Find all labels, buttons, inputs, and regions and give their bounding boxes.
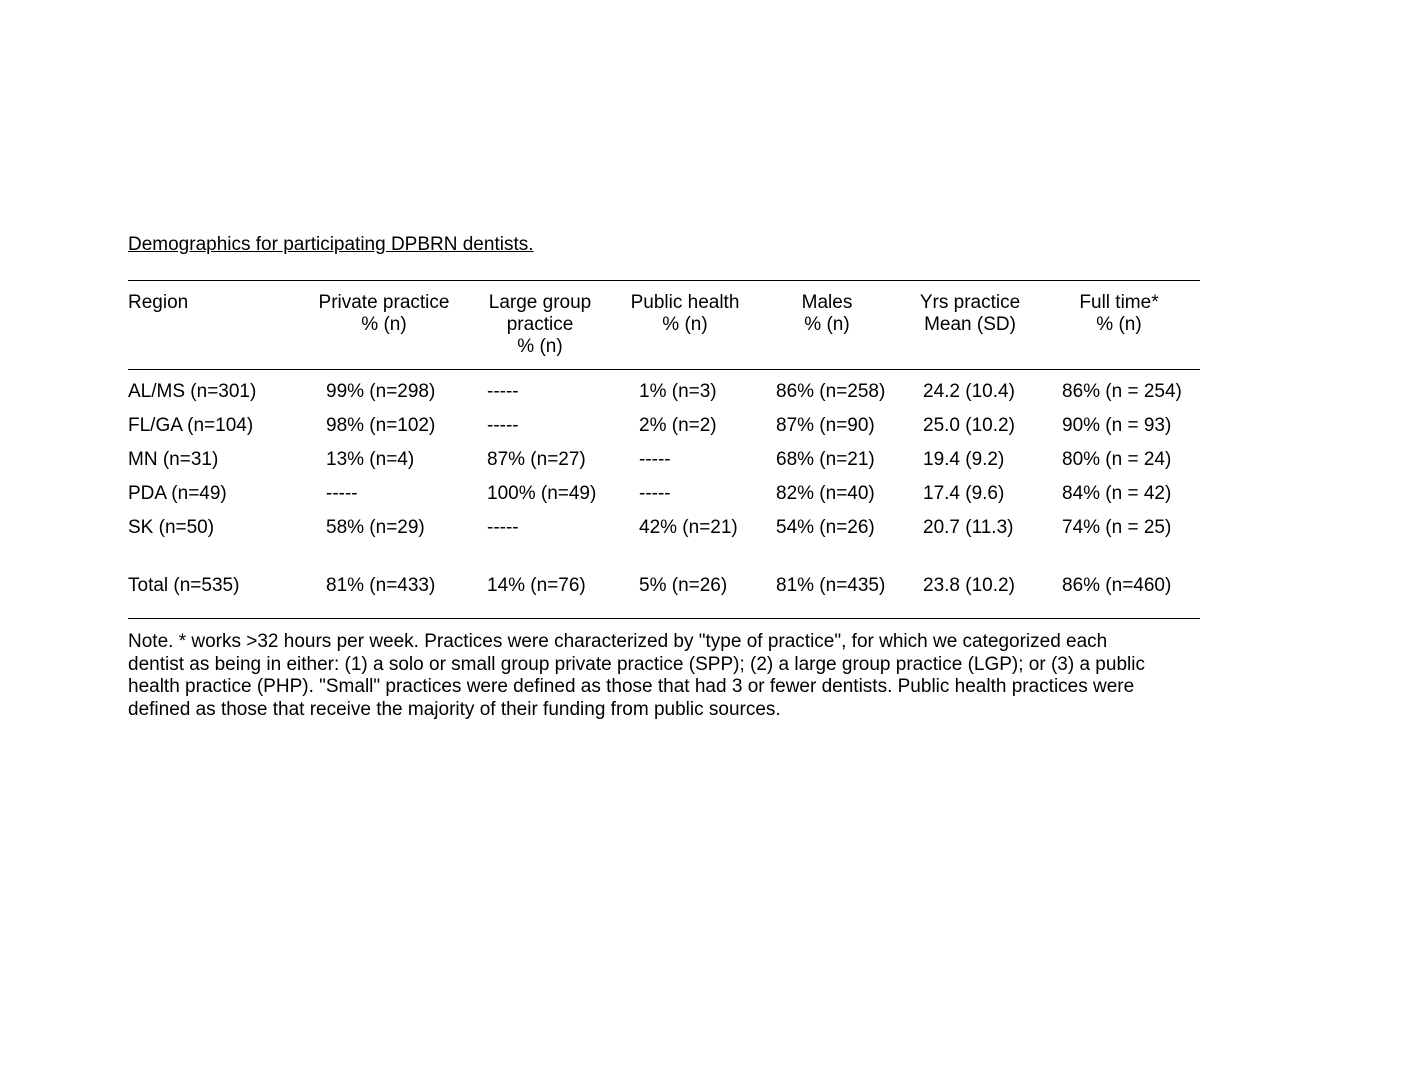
table-row-yrs-practice-cell: 20.7 (11.3) [923,517,1014,538]
table-row-private-practice-cell: ----- [326,483,358,504]
header-line: Public health [630,292,740,313]
header-line: practice [506,314,574,335]
header-line: Yrs practice [919,292,1021,313]
header-private-practice [319,292,450,336]
table-row-large-group-practice-cell: 87% (n=27) [487,449,586,470]
table-row-private-practice-cell: 98% (n=102) [326,415,436,436]
table-row-males-cell: 54% (n=26) [776,517,875,538]
table-row-large-group-practice-cell: 100% (n=49) [487,483,597,504]
header-line: Region [128,292,189,313]
total-row-large-group-practice-cell: 14% (n=76) [487,575,586,596]
total-row-full-time-cell: 86% (n=460) [1062,575,1172,596]
table-row-males-cell: 68% (n=21) [776,449,875,470]
total-row-private-practice-cell: 81% (n=433) [326,575,436,596]
table-row-yrs-practice-cell: 19.4 (9.2) [923,449,1005,470]
header-line: Mean (SD) [924,314,1016,335]
table-row-region-cell: SK (n=50) [128,517,215,538]
table-row-large-group-practice-cell: ----- [487,381,519,402]
header-region [128,292,188,314]
header-rule [128,369,1200,370]
table-row-public-health-cell: 2% (n=2) [639,415,717,436]
header-line: Males [801,292,853,313]
table-row-public-health-cell: 1% (n=3) [639,381,717,402]
table-row-public-health-cell: ----- [639,483,671,504]
table-row-private-practice-cell: 13% (n=4) [326,449,415,470]
table-row-region-cell: MN (n=31) [128,449,219,470]
table-row-public-health-cell: ----- [639,449,671,470]
table-row-yrs-practice-cell: 25.0 (10.2) [923,415,1015,436]
header-line: Large group [488,292,592,313]
table-row-full-time-cell: 84% (n = 42) [1062,483,1172,504]
header-line: % (n) [517,336,563,357]
table-row-full-time-cell: 80% (n = 24) [1062,449,1172,470]
table-row-large-group-practice-cell: ----- [487,517,519,538]
header-males [802,292,853,336]
bottom-rule [128,618,1200,619]
table-row-large-group-practice-cell: ----- [487,415,519,436]
table-row-region-cell: AL/MS (n=301) [128,381,257,402]
table-note: Note. * works >32 hours per week. Practices were characterized by "type of practice", for which we categorized each dentist as being in either: (1) a solo or small group private practice (SPP); (2) a large group practice (LGP); or (3) a public health practice (PHP). "Small" practices were defined as those that had 3 or fewer dentists. Public health practices were defined as those that receive the majority of their funding from public sources. [128,631,1145,720]
table-row-region-cell: FL/GA (n=104) [128,415,254,436]
table-row-yrs-practice-cell: 24.2 (10.4) [923,381,1015,402]
table-row-males-cell: 87% (n=90) [776,415,875,436]
top-rule [128,280,1200,281]
header-line: % (n) [662,314,708,335]
table-row-full-time-cell: 90% (n = 93) [1062,415,1172,436]
table-row-full-time-cell: 86% (n = 254) [1062,381,1182,402]
header-public-health [631,292,740,336]
header-yrs-practice [920,292,1020,336]
table-row-full-time-cell: 74% (n = 25) [1062,517,1172,538]
header-line: % (n) [804,314,850,335]
header-line: % (n) [1096,314,1142,335]
table-row-males-cell: 82% (n=40) [776,483,875,504]
table-row-private-practice-cell: 99% (n=298) [326,381,436,402]
table-row-private-practice-cell: 58% (n=29) [326,517,425,538]
table-row-yrs-practice-cell: 17.4 (9.6) [923,483,1005,504]
header-line: % (n) [361,314,407,335]
header-full-time [1079,292,1158,336]
header-large-group-practice [489,292,591,358]
total-row-public-health-cell: 5% (n=26) [639,575,728,596]
table-row-males-cell: 86% (n=258) [776,381,886,402]
header-line: Full time* [1079,292,1159,313]
table-row-public-health-cell: 42% (n=21) [639,517,738,538]
total-row-yrs-practice-cell: 23.8 (10.2) [923,575,1015,596]
total-row-males-cell: 81% (n=435) [776,575,886,596]
table-title: Demographics for participating DPBRN dentists. [128,234,534,255]
total-row-region-cell: Total (n=535) [128,575,240,596]
table-row-region-cell: PDA (n=49) [128,483,227,504]
header-line: Private practice [318,292,450,313]
